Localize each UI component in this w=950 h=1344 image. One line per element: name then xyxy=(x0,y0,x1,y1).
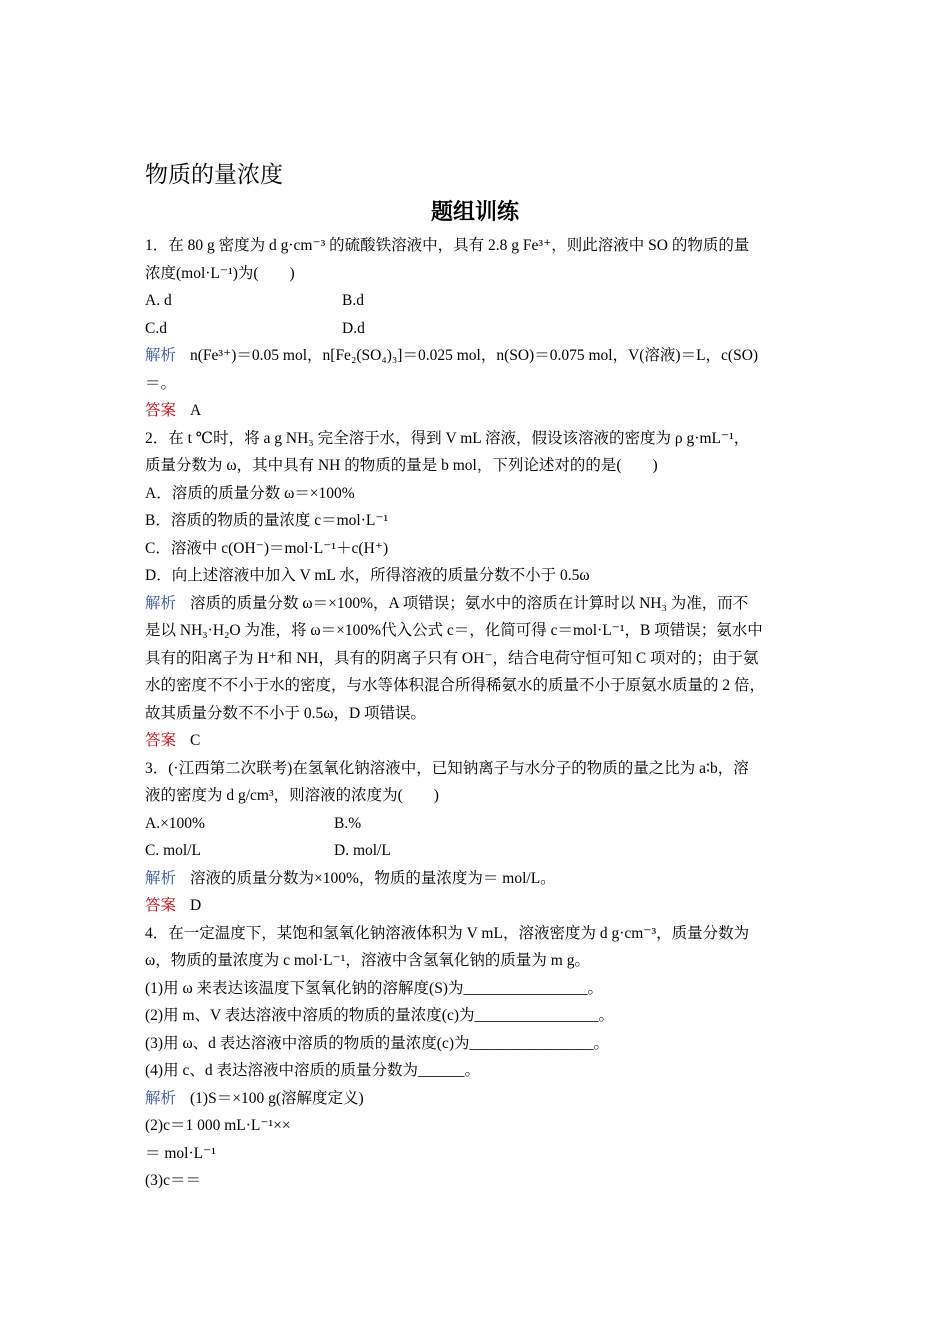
text-line xyxy=(145,1144,216,1164)
line-text: 故其质量分数不不小于 0.5ω，D 项错误。 xyxy=(145,704,427,722)
analysis-label: 解析 xyxy=(145,869,177,887)
analysis-line xyxy=(145,869,556,889)
text-line xyxy=(145,704,426,724)
line-text: B．溶质的物质的量浓度 c＝mol·L⁻¹ xyxy=(145,512,389,529)
answer-line xyxy=(145,731,200,751)
line-text: n(Fe³⁺)＝0.05 mol，n[Fe₂(SO₄)₃]＝0.025 mol，n(SO)＝0.075 mol，V(溶液)＝L，c(SO) xyxy=(190,347,759,364)
option-text: D. mol/L xyxy=(334,842,391,859)
line-text: ＝。 xyxy=(145,374,177,392)
answer-label: 答案 xyxy=(145,402,177,419)
line-text: (3)c＝＝ xyxy=(145,1172,201,1189)
answer-line xyxy=(145,896,201,916)
text-line xyxy=(145,236,749,256)
line-text: 3．(·江西第二次联考)在氢氧化钠溶液中，已知钠离子与水分子的物质的量之比为 a∶b，溶 xyxy=(145,759,749,777)
line-text: A．溶质的质量分数 ω＝×100% xyxy=(145,484,355,502)
text-line xyxy=(145,319,167,339)
answer-line xyxy=(145,401,201,421)
answer-label: 答案 xyxy=(145,897,177,914)
main-title: 题组训练 xyxy=(430,200,519,225)
line-text: 质量分数为 ω，其中具有 NH 的物质的量是 b mol，下列论述对的的是( ) xyxy=(145,457,658,474)
line-text: ω，物质的量浓度为 c mol·L⁻¹，溶液中含氢氧化钠的质量为 m g。 xyxy=(145,952,590,969)
text-line xyxy=(145,1116,291,1136)
line-text: (4)用 c、d 表达溶液中溶质的质量分数为______。 xyxy=(145,1062,480,1079)
text-line xyxy=(145,1034,609,1054)
line-text: 水的密度不不小于水的密度，与水等体积混合所得稀氨水的质量不小于原氨水质量的 2 倍， xyxy=(145,677,766,694)
option-text: B.d xyxy=(342,292,364,309)
line-text: 溶质的质量分数 ω＝×100%，A 项错误；氨水中的溶质在计算时以 NH₃ 为准，而不 xyxy=(190,594,749,612)
analysis-label: 解析 xyxy=(145,594,177,612)
analysis-label: 解析 xyxy=(145,347,177,364)
text-line xyxy=(145,924,749,944)
text-line xyxy=(145,374,176,394)
line-text: D xyxy=(190,897,202,914)
line-text: 是以 NH₃·H₂O 为准，将 ω＝×100%代入公式 c＝，化简可得 c＝mol·L⁻¹，B 项错误；氨水中 xyxy=(145,622,763,639)
text-line xyxy=(145,484,355,504)
line-text: 液的密度为 d g/cm³，则溶液的浓度为( ) xyxy=(145,787,439,804)
text-line xyxy=(145,759,749,779)
text-line xyxy=(145,429,749,449)
section-title: 物质的量浓度 xyxy=(145,162,283,187)
line-text: A.×100% xyxy=(145,814,205,832)
line-text: (3)用 ω、d 表达溶液中溶质的物质的量浓度(c)为________________。 xyxy=(145,1034,609,1052)
analysis-label: 解析 xyxy=(145,1089,177,1107)
line-text: ＝ mol·L⁻¹ xyxy=(145,1144,216,1162)
text-line xyxy=(145,621,763,641)
line-text: 浓度(mol·L⁻¹)为( ) xyxy=(145,264,295,282)
line-text: 具有的阳离子为 H⁺和 NH，具有的阴离子只有 OH⁻，结合电荷守恒可知 C 项对的；由于氨 xyxy=(145,649,759,667)
text-line xyxy=(145,979,603,999)
text-line xyxy=(145,951,590,971)
text-line xyxy=(145,539,388,559)
text-line xyxy=(145,511,388,531)
line-text: 溶液的质量分数为×100%，物质的量浓度为＝ mol/L。 xyxy=(190,869,556,887)
line-text: 4．在一定温度下，某饱和氢氧化钠溶液体积为 V mL，溶液密度为 d g·cm⁻³，质量分数为 xyxy=(145,924,750,942)
option-text: B.% xyxy=(334,814,362,832)
text-line xyxy=(145,1006,614,1026)
text-line xyxy=(145,291,172,311)
answer-label: 答案 xyxy=(145,732,177,749)
text-line xyxy=(145,814,205,834)
text-line xyxy=(145,456,658,476)
text-line xyxy=(145,786,439,806)
line-text: (2)用 m、V 表达溶液中溶质的物质的量浓度(c)为________________。 xyxy=(145,1007,614,1024)
text-line xyxy=(145,1061,480,1081)
text-line xyxy=(145,649,759,669)
line-text: (2)c＝1 000 mL·L⁻¹×× xyxy=(145,1117,291,1134)
line-text: (1)用 ω 来表达该温度下氢氧化钠的溶解度(S)为________________。 xyxy=(145,979,603,997)
text-line xyxy=(145,676,765,696)
option-text: D.d xyxy=(342,319,365,337)
line-text: 2．在 t ℃时，将 a g NH₃ 完全溶于水，得到 V mL 溶液，假设该溶液的密度为 ρ g·mL⁻¹， xyxy=(145,429,750,447)
analysis-line xyxy=(145,1089,364,1109)
line-text: 1．在 80 g 密度为 d g·cm⁻³ 的硫酸铁溶液中，具有 2.8 g Fe³⁺，则此溶液中 SO 的物质的量 xyxy=(145,237,750,254)
analysis-line xyxy=(145,594,748,614)
text-line xyxy=(145,264,295,284)
line-text: C xyxy=(190,732,201,749)
analysis-line xyxy=(145,346,758,366)
text-line xyxy=(145,1171,201,1191)
line-text: D．向上述溶液中加入 V mL 水，所得溶液的质量分数不小于 0.5ω xyxy=(145,567,590,584)
line-text: C. mol/L xyxy=(145,842,201,859)
line-text: A. d xyxy=(145,292,172,309)
line-text: C.d xyxy=(145,319,167,337)
line-text: (1)S＝×100 g(溶解度定义) xyxy=(190,1089,364,1107)
line-text: A xyxy=(190,402,202,419)
text-line xyxy=(145,841,201,861)
text-line xyxy=(145,566,590,586)
line-text: C．溶液中 c(OH⁻)＝mol·L⁻¹＋c(H⁺) xyxy=(145,539,389,557)
